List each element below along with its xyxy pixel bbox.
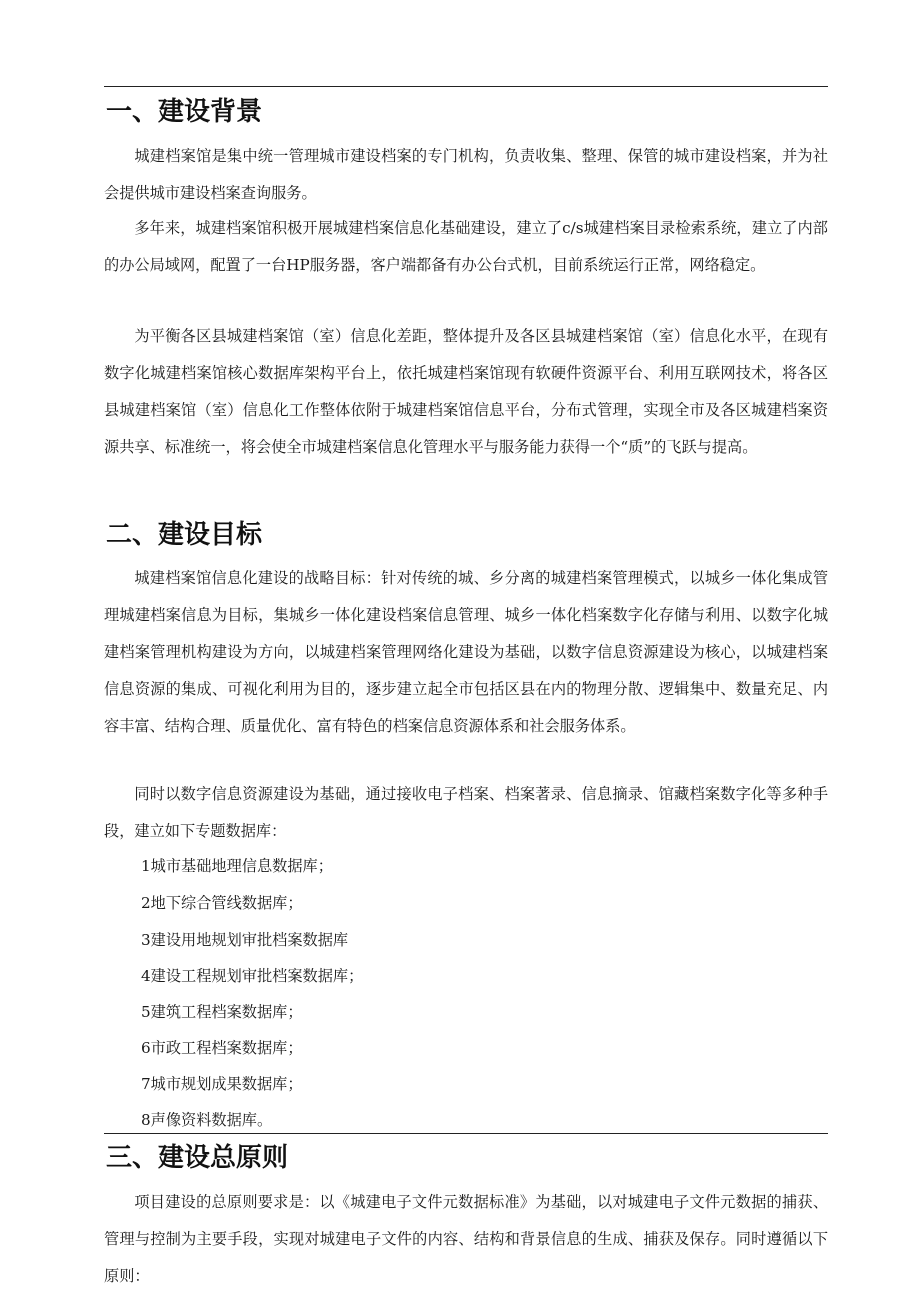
heading-general-principles: 三、建设总原则 [106, 1143, 289, 1173]
paragraph: 城建档案馆信息化建设的战略目标：针对传统的城、乡分离的城建档案管理模式，以城乡一体化集成管理城建档案信息为目标，集城乡一体化建设档案信息管理、城乡一体化档案数字化存储与利用、以数字化城建档案管理机构建设为方向，以城建档案管理网络化建设为基础，以数字信息资源建设为核心，以城建档案信息资源的集成、可视化利用为目的，逐步建立起全市包括区县在内的物理分散、逻辑集中、数量充足、内容丰富、结构合理、质量优化、富有特色的档案信息资源体系和社会服务体系。 [104, 569, 828, 735]
top-rule [104, 86, 828, 87]
heading-construction-goals: 二、建设目标 [106, 520, 263, 550]
list-item: 1城市基础地理信息数据库； [141, 857, 333, 875]
list-item: 5建筑工程档案数据库； [141, 1003, 303, 1021]
heading-construction-background: 一、建设背景 [106, 97, 263, 127]
list-item: 8声像资料数据库。 [141, 1111, 273, 1129]
paragraph: 城建档案馆是集中统一管理城市建设档案的专门机构，负责收集、整理、保管的城市建设档案，并为社会提供城市建设档案查询服务。 [104, 147, 828, 202]
list-item: 3建设用地规划审批档案数据库 [141, 931, 349, 949]
list-item: 6市政工程档案数据库； [141, 1039, 303, 1057]
paragraph: 为平衡各区县城建档案馆（室）信息化差距，整体提升及各区县城建档案馆（室）信息化水平，在现有数字化城建档案馆核心数据库架构平台上，依托城建档案馆现有软硬件资源平台、利用互联网技术，将各区县城建档案馆（室）信息化工作整体依附于城建档案馆信息平台，分布式管理，实现全市及各区城建档案资源共享、标准统一，将会使全市城建档案信息化管理水平与服务能力获得一个“质”的飞跃与提高。 [104, 327, 828, 456]
list-item: 4建设工程规划审批档案数据库； [141, 967, 364, 985]
paragraph: 项目建设的总原则要求是：以《城建电子文件元数据标准》为基础，以对城建电子文件元数据的捕获、管理与控制为主要手段，实现对城建电子文件的内容、结构和背景信息的生成、捕获及保存。同时遵循以下原则： [104, 1193, 828, 1285]
paragraph: 同时以数字信息资源建设为基础，通过接收电子档案、档案著录、信息摘录、馆藏档案数字化等多种手段，建立如下专题数据库： [104, 785, 828, 840]
list-item: 2地下综合管线数据库； [141, 894, 303, 912]
section-rule [104, 1133, 828, 1134]
list-item: 7城市规划成果数据库； [141, 1075, 303, 1093]
paragraph: 多年来，城建档案馆积极开展城建档案信息化基础建设，建立了c/s城建档案目录检索系统，建立了内部的办公局域网，配置了一台HP服务器，客户端都备有办公台式机，目前系统运行正常，网络稳定。 [104, 219, 828, 274]
